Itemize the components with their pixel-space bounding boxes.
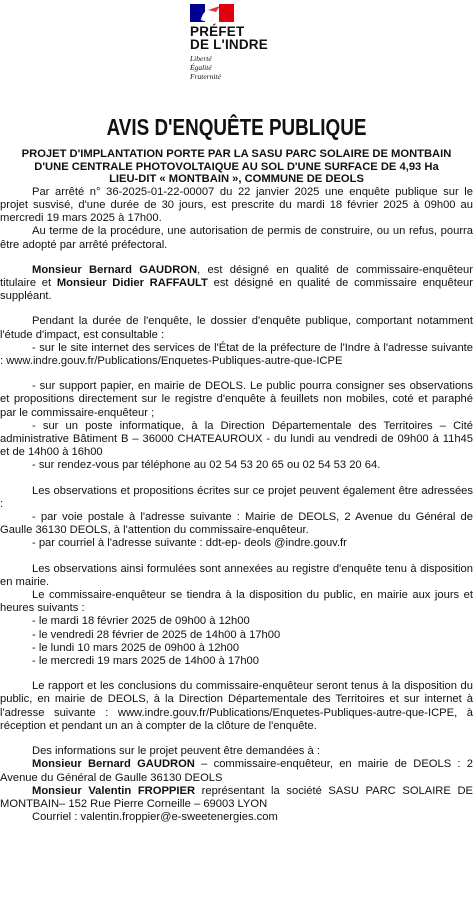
commissaire-text: , est désigné en qualité de commissaire-enquêteur titulaire et	[0, 263, 473, 289]
commissaire-titulaire-name: Monsieur Bernard GAUDRON	[32, 263, 198, 276]
observations-courriel: - par courriel à l'adresse suivante : ddt-ep- deols @indre.gouv.fr	[32, 537, 347, 550]
contact1-text: – commissaire-enquêteur, en mairie de DEOLS : 2 Avenue du Général de Gaulle 36130 DEOLS	[0, 758, 473, 784]
procedure-paragraph: Au terme de la procédure, une autorisation de permis de construire, ou un refus, pourra être adopté par arrêté préfectoral.	[0, 225, 473, 251]
page-title: AVIS D'ENQUÊTE PUBLIQUE	[106, 114, 367, 140]
permanence-item: - le mercredi 19 mars 2025 de 14h00 à 17h00	[32, 655, 260, 668]
contact-courriel: Courriel : valentin.froppier@e-sweetenergies.com	[32, 811, 278, 824]
observations-intro: Les observations et propositions écrites sur ce projet peuvent également être adressées :	[0, 484, 473, 510]
permanences-intro: Le commissaire-enquêteur se tiendra à la disposition du public, en mairie aux jours et heures suivants :	[0, 589, 473, 615]
prefet-line-2: DE L'INDRE	[190, 37, 268, 52]
contact2-name: Monsieur Valentin FROPPIER	[32, 784, 196, 797]
permanence-item: - le mardi 18 février 2025 de 09h00 à 12h00	[32, 615, 250, 628]
prefet-name	[190, 25, 290, 51]
permanence-item: - le vendredi 28 février de 2025 de 14h00 à 17h00	[32, 628, 281, 641]
commissaire-paragraph	[0, 264, 473, 304]
observations-postale: - par voie postale à l'adresse suivante : Mairie de DEOLS, 2 Avenue du Général de Gaulle 36130 DEOLS, à l'attention du commissaire-enquêteur.	[0, 511, 473, 537]
project-title-line: PROJET D'IMPLANTATION PORTE PAR LA SASU PARC SOLAIRE DE MONTBAIN	[21, 148, 452, 160]
consultation-poste: - sur un poste informatique, à la Direction Départementale des Territoires – Cité administrative Bâtiment B – 36000 CHATEAUROUX - du lundi au vendredi de 09h00 à 11h45 et de 14h00 à 16h00	[0, 419, 473, 459]
consultation-mairie: - sur support papier, en mairie de DEOLS. Le public pourra consigner ses observations et propositions directement sur le registre d'enquête à feuillets non mobiles, coté et paraphé par le commissaire-enquêteur ;	[0, 380, 473, 419]
permanence-item: - le lundi 10 mars 2025 de 09h00 à 12h00	[32, 641, 240, 654]
devise	[190, 54, 290, 81]
marianne-flag-icon	[190, 4, 236, 22]
devise-egalite: Égalité	[190, 63, 212, 72]
contact-commissaire	[0, 758, 473, 784]
project-title	[0, 148, 473, 186]
consultation-site: - sur le site internet des services de l'État de la préfecture de l'Indre à l'adresse suivante : www.indre.gouv.fr/Publications/Enquetes-Publiques-autre-que-ICPE	[0, 341, 473, 368]
contact2-text: représentant la société SASU PARC SOLAIRE DE MONTBAIN– 152 Rue Pierre Corneille – 69003 LYON	[0, 784, 473, 810]
annexees-paragraph: Les observations ainsi formulées sont annexées au registre d'enquête tenu à disposition en mairie.	[0, 562, 473, 588]
intro-paragraph: Par arrêté n° 36-2025-01-22-00007 du 22 janvier 2025 une enquête publique sur le projet susvisé, d'une durée de 30 jours, est prescrite du mardi 18 février 2025 à 09h00 au mercredi 19 mars 2025 à 17h00.	[0, 185, 473, 225]
consultation-intro: Pendant la durée de l'enquête, le dossier d'enquête publique, comportant notamment l'étude d'impact, est consultable :	[0, 315, 473, 341]
consultation-rdv: - sur rendez-vous par téléphone au 02 54 53 20 65 ou 02 54 53 20 64.	[32, 459, 381, 472]
informations-intro: Des informations sur le projet peuvent être demandées à :	[32, 745, 320, 758]
commissaire-suppleant-name: Monsieur Didier RAFFAULT	[56, 277, 208, 289]
project-title-line: LIEU-DIT « MONTBAIN », COMMUNE DE DEOLS	[109, 173, 364, 186]
project-title-line: D'UNE CENTRALE PHOTOVOLTAIQUE AU SOL D'UNE SURFACE DE 4,93 Ha	[34, 160, 439, 173]
contact1-name: Monsieur Bernard GAUDRON	[32, 758, 195, 771]
contact-representant	[0, 785, 473, 811]
devise-liberte: Liberté	[190, 54, 212, 63]
devise-fraternite: Fraternité	[190, 72, 221, 81]
commissaire-text: est désigné en qualité de commissaire enquêteur suppléant.	[0, 277, 473, 303]
notice-body	[0, 148, 473, 824]
prefet-line-1: PRÉFET	[190, 24, 245, 39]
prefecture-logo	[190, 4, 290, 81]
rapport-paragraph: Le rapport et les conclusions du commissaire-enquêteur seront tenus à la disposition du public, en mairie de DEOLS, à la Direction Départementale des Territoires et sur internet à l'adresse suivante : www.indre.gouv.fr/Publications/Enquetes-Publiques-autre-que-ICPE, à réception et pendant un an à compter de la clôture de l'enquête.	[0, 680, 473, 732]
